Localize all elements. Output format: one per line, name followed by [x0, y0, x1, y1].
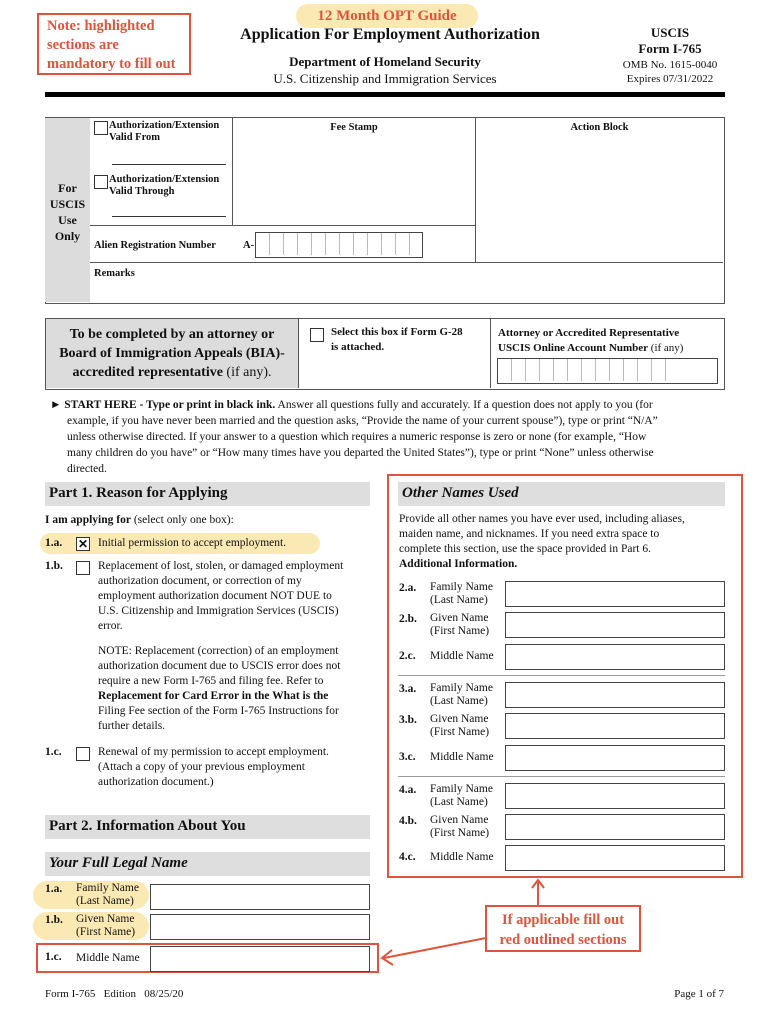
q1b-line4: U.S. Citizenship and Immigration Services (USCIS): [98, 605, 339, 617]
agency-name: U.S. Citizenship and Immigration Services: [273, 71, 497, 86]
uscis-label: USCIS: [650, 25, 690, 40]
footer-edition: Form I-765 Edition 08/25/20: [45, 988, 184, 1000]
mandatory-note-text: Note: highlighted sections are mandatory to fill out: [47, 18, 176, 72]
q1c-number: 1.c.: [45, 746, 62, 758]
start-here-line1: Answer all questions fully and accurately. If a question does not apply to you (for: [277, 399, 653, 411]
omb-number: OMB No. 1615-0040: [622, 59, 718, 71]
side-label-line3: Use: [58, 213, 77, 227]
g2-family-number: 2.a.: [399, 582, 417, 594]
footer-page: Page 1 of 7: [674, 988, 724, 1000]
given-label-line1: Given Name: [430, 814, 489, 826]
given-label-line2: (First Name): [430, 625, 490, 637]
valid-from-label: Authorization/Extension Valid From: [109, 120, 220, 143]
start-here-line5: directed.: [67, 463, 107, 475]
given-label-line2: (First Name): [430, 726, 490, 738]
given-label-line1: Given Name: [430, 612, 489, 624]
attorney-text-2: Board of Immigration Appeals (BIA)-: [59, 346, 285, 361]
q1c-line3: authorization document.): [98, 776, 214, 788]
g2-given-number: 2.b.: [399, 613, 417, 625]
g4-given-number: 4.b.: [399, 815, 417, 827]
side-label-line4: Only: [54, 229, 81, 243]
f1b-line1: Given Name: [76, 913, 135, 925]
q1c-line2: (Attach a copy of your previous employment: [98, 761, 305, 773]
applying-for-lead: I am applying for: [45, 514, 131, 526]
g3-middle-number: 3.c.: [399, 751, 416, 763]
select-one: (select only one box):: [133, 514, 234, 526]
attorney-text-3: accredited representative: [72, 365, 223, 380]
guide-badge-text: 12 Month OPT Guide: [317, 8, 457, 24]
callout-line1: If applicable fill out: [501, 912, 625, 928]
q1b-line3: employment authorization document NOT DUE to: [98, 590, 332, 602]
account-label-2b: (if any): [650, 342, 684, 354]
g2-middle-label: Middle Name: [430, 650, 494, 662]
alien-prefix: A-: [243, 240, 255, 251]
note-line2: authorization document due to USCIS error does not: [98, 660, 341, 672]
q1a-number: 1.a.: [45, 537, 63, 549]
intro-line1: Provide all other names you have ever used, including aliases,: [399, 513, 685, 525]
g28-label-2: is attached.: [331, 341, 385, 353]
note-line1: NOTE: Replacement (correction) of an employment: [98, 645, 339, 657]
start-here-line2: example, if you have never been married and the question asks, “Provide the name of your current spouse”), type or print “N/A”: [67, 415, 658, 427]
attorney-text-3b: (if any).: [226, 365, 272, 380]
start-here-lead: START HERE - Type or print in black ink.: [64, 399, 276, 411]
intro-line3: complete this section, use the space provided in Part 6.: [399, 543, 651, 555]
g3-family-number: 3.a.: [399, 683, 417, 695]
callout-box: [485, 905, 641, 952]
account-label-1: Attorney or Accredited Representative: [498, 327, 680, 339]
intro-line4: Additional Information.: [399, 558, 518, 570]
attorney-text-1: To be completed by an attorney or: [69, 327, 275, 342]
f1c-number: 1.c.: [45, 951, 62, 963]
family-label-line2: (Last Name): [430, 695, 488, 707]
g4-family-number: 4.a.: [399, 784, 417, 796]
q1b-line1: Replacement of lost, stolen, or damaged employment: [98, 560, 344, 572]
family-label-line1: Family Name: [430, 581, 493, 593]
family-label-line1: Family Name: [430, 783, 493, 795]
g28-label-1: Select this box if Form G-28: [331, 326, 463, 338]
expiry-date: Expires 07/31/2022: [626, 73, 714, 85]
f1b-number: 1.b.: [45, 914, 63, 926]
f1a-line2: (Last Name): [76, 895, 134, 907]
q1b-number: 1.b.: [45, 560, 63, 572]
g4-middle-number: 4.c.: [399, 851, 416, 863]
action-block-label: Action Block: [570, 122, 629, 133]
f1b-line2: (First Name): [76, 926, 136, 938]
start-here-line4: many children do you have” or “How many times have you departed the United States”), type or print “None” unless otherwise: [67, 447, 654, 459]
family-label-line2: (Last Name): [430, 594, 488, 606]
family-label-line1: Family Name: [430, 682, 493, 694]
alien-reg-label: Alien Registration Number: [94, 240, 216, 251]
part2-heading: Part 2. Information About You: [45, 815, 370, 839]
given-label-line1: Given Name: [430, 713, 489, 725]
q1b-line5: error.: [98, 620, 123, 632]
form-number: Form I-765: [638, 41, 702, 56]
form-title: Application For Employment Authorization: [240, 26, 540, 43]
check-mark-icon: ✕: [77, 537, 89, 551]
family-label-line2: (Last Name): [430, 796, 488, 808]
account-label-2a: USCIS Online Account Number: [498, 342, 649, 354]
g3-middle-label: Middle Name: [430, 751, 494, 763]
q1a-label: Initial permission to accept employment.: [98, 537, 287, 549]
f1c-label: Middle Name: [76, 952, 140, 964]
note-line4: Replacement for Card Error in the What is the: [98, 690, 329, 702]
other-names-heading: Other Names Used: [398, 482, 725, 506]
note-line6: further details.: [98, 720, 166, 732]
dept-name: Department of Homeland Security: [289, 54, 481, 69]
fee-stamp-label: Fee Stamp: [330, 122, 378, 133]
g3-given-number: 3.b.: [399, 714, 417, 726]
note-line5: Filing Fee section of the Form I-765 Instructions for: [98, 705, 339, 717]
f1a-line1: Family Name: [76, 882, 139, 894]
q1c-line1: Renewal of my permission to accept employment.: [98, 746, 329, 758]
q1b-line2: authorization document, or correction of my: [98, 575, 302, 587]
intro-line2: maiden name, and nicknames. If you need extra space to: [399, 528, 660, 540]
side-label-line1: For: [58, 181, 77, 195]
valid-through-label: Authorization/Extension Valid Through: [109, 174, 220, 197]
remarks-label: Remarks: [94, 268, 135, 279]
arrow-left-line: [384, 938, 486, 958]
part1-heading: Part 1. Reason for Applying: [45, 482, 370, 506]
given-label-line2: (First Name): [430, 827, 490, 839]
g2-middle-number: 2.c.: [399, 650, 416, 662]
start-arrow-icon: ►: [50, 399, 62, 411]
callout-line2: red outlined sections: [499, 932, 627, 948]
note-line3: require a new Form I-765 and filing fee. Refer to: [98, 675, 324, 687]
side-label-line2: USCIS: [49, 197, 86, 211]
f1a-number: 1.a.: [45, 883, 63, 895]
g4-middle-label: Middle Name: [430, 851, 494, 863]
full-name-subheading: Your Full Legal Name: [45, 852, 370, 876]
start-here-line3: unless otherwise directed. If your answer to a question which requires a numeric response is zero or none (for example, “How: [67, 431, 647, 443]
